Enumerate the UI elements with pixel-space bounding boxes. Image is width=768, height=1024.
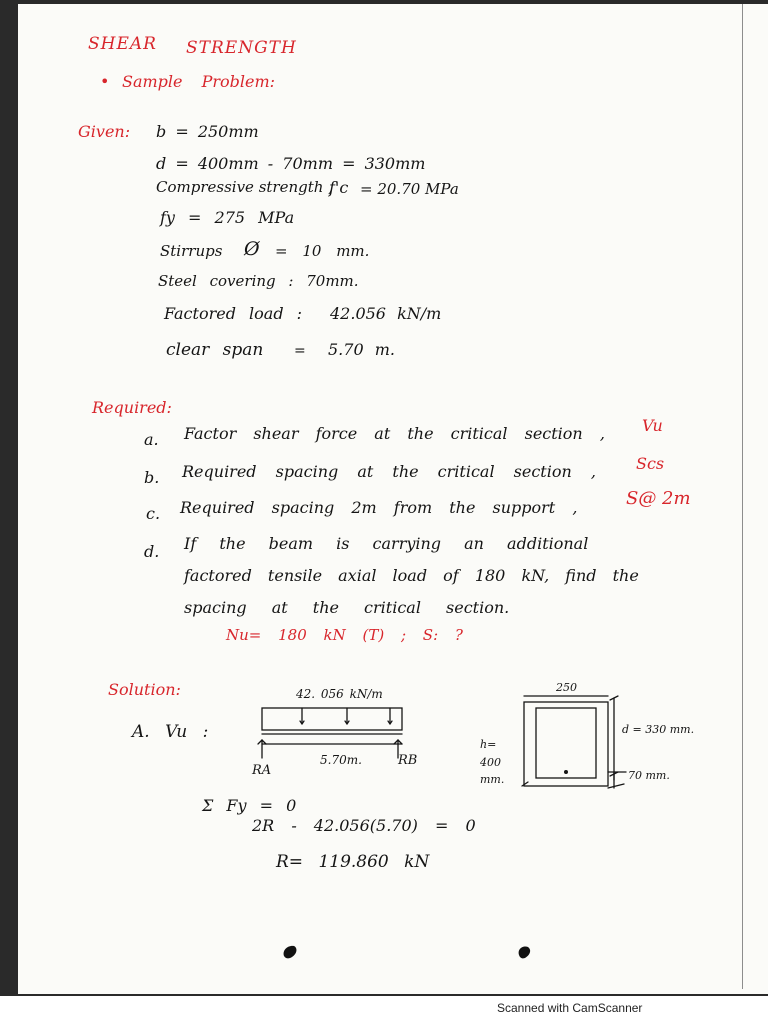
given-stirrups-phi: Ø [244,238,260,260]
required-c-text: Required spacing 2m from the support , [180,498,578,517]
title-word-shear: SHEAR [88,34,157,54]
required-a-symbol: Vu [642,416,663,435]
equation-r: R= 119.860 kN [276,852,430,872]
required-d-line3: spacing at the critical section. [184,598,510,617]
given-stirrups-label: Stirrups [160,242,223,260]
given-label: Given: [78,122,131,141]
section-height-label: h= 400 mm. [480,738,505,787]
required-d-line2: factored tensile axial load of 180 kN, find the [184,566,639,585]
given-fc-label: Compressive strength , [156,178,333,196]
ink-blot-left [280,942,300,962]
equation-sum-fy: Σ Fy = 0 [202,796,297,815]
section-d-label: d = 330 mm. [622,723,695,736]
given-span-label: clear span [166,340,264,360]
scanner-watermark: Scanned with CamScanner [497,1001,643,1015]
subtitle: Sample Problem: [122,72,276,91]
required-d-nu: Nu= 180 kN (T) ; S: ? [226,626,463,644]
given-covering: Steel covering : 70mm. [158,272,359,290]
beam-span-label: 5.70m. [320,753,362,767]
required-label: Required: [92,398,172,417]
required-a-text: Factor shear force at the critical section , [184,424,605,443]
given-b: b = 250mm [156,122,259,141]
beam-load-label: 42. 056 kN/m [296,687,383,701]
solution-label: Solution: [108,680,181,699]
required-d-letter: d. [144,542,160,561]
section-cover-label: 70 mm. [628,769,670,782]
given-fc-value: = 20.70 MPa [360,180,459,198]
rebar-dot [564,770,568,774]
beam-section-diagram [514,688,634,798]
given-load-value: 42.056 kN/m [330,304,442,323]
solution-part-a: A. Vu : [132,722,209,742]
equation-2r: 2R - 42.056(5.70) = 0 [252,816,476,835]
reaction-label-b: RB [398,753,418,768]
section-width-label: 250 [556,681,577,694]
required-b-text: Required spacing at the critical section , [182,462,596,481]
given-span-value: 5.70 m. [328,340,395,359]
bullet: • [100,72,110,91]
required-a-letter: a. [144,430,159,449]
given-span-eq: = [294,343,306,359]
title-word-strength: STRENGTH [186,38,297,58]
required-b-symbol: Scs [636,454,665,473]
given-fc-symbol: f'c [329,178,349,197]
given-fy: fy = 275 MPa [160,208,295,227]
required-c-symbol: S@ 2m [626,488,691,509]
required-c-letter: c. [146,504,161,523]
required-d-line1: If the beam is carrying an additional [184,534,589,553]
distributed-load-block [262,708,402,730]
given-d: d = 400mm - 70mm = 330mm [156,154,426,173]
scanner-footer-bar [0,996,768,1024]
ink-blot-right [514,942,534,962]
margin-line [742,4,743,989]
given-load-label: Factored load : [164,304,303,323]
given-stirrups-value: = 10 mm. [275,242,370,260]
required-b-letter: b. [144,468,160,487]
reaction-label-a: RA [252,763,272,778]
stirrup-outline [536,708,596,778]
